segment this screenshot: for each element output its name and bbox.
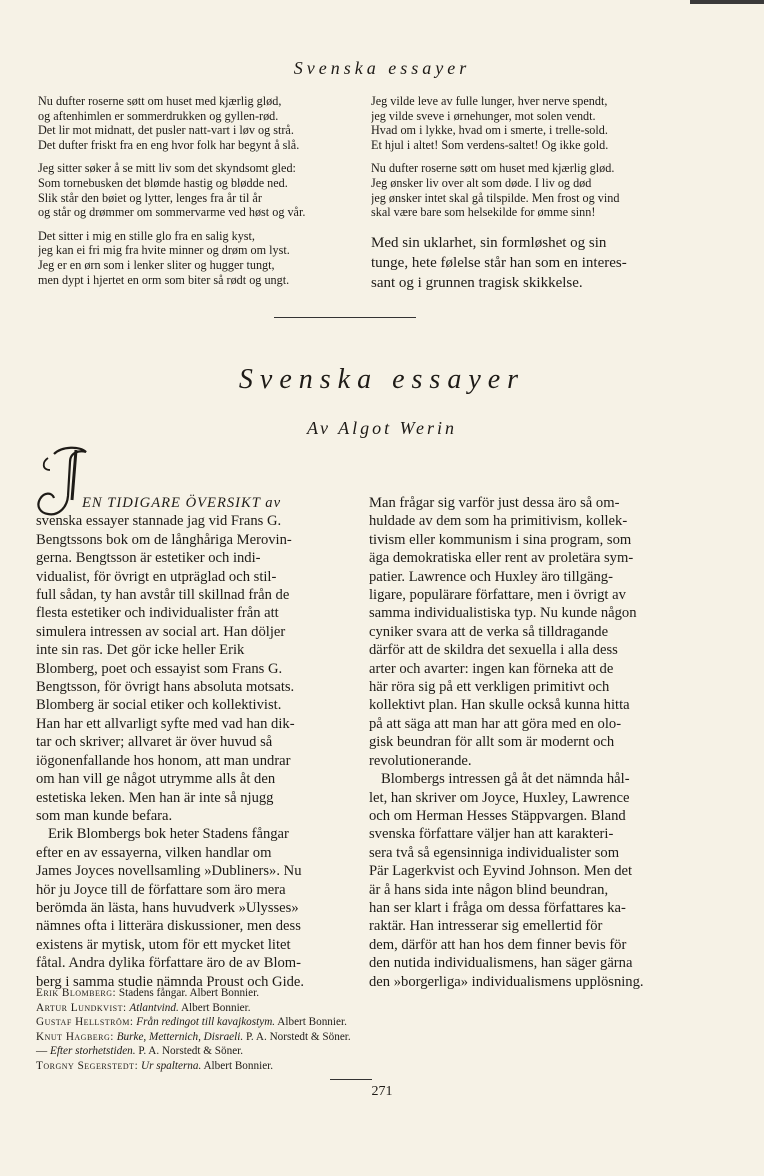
text-line: cyniker svara att de verka så tilldragande — [369, 623, 609, 640]
text-line: Han har ett allvarligt syfte med vad han dik- — [36, 715, 295, 732]
poem-line: jeg ønsker intet skal gå tilspilde. Men frost og vind — [371, 190, 620, 205]
text-line: Pär Lagerkvist och Eyvind Johnson. Men det — [369, 863, 633, 880]
poem-left-column — [38, 94, 348, 296]
running-header: Svenska essayer — [293, 58, 471, 78]
poem-line: Hvad om i lykke, hvad om i smerte, i trelle-sold. — [371, 123, 608, 138]
text-line: kollektivt plan. Han skulle också kunna hitta — [369, 697, 630, 714]
bibliography-entry — [36, 1015, 351, 1030]
bib-author: Artur Lundkvist: — [36, 1001, 127, 1014]
poem-line: og aftenhimlen er sommerdrukken og gyllen-rød. — [38, 108, 279, 123]
text-line: vidualist, för övrigt en utpräglad och stil- — [36, 568, 277, 585]
text-line: berg i samma studie nämnda Proust och Gide. — [36, 973, 305, 990]
text-line: nämnes ofta i litterära diskussioner, men dess — [36, 918, 301, 935]
bibliography-entry — [36, 1030, 351, 1045]
poem-right-column — [371, 94, 687, 229]
text-line: EN TIDIGARE ÖVERSIKT av — [82, 495, 282, 511]
text-line: Med sin uklarhet, sin formløshet og sin — [371, 235, 607, 251]
poem-line: jeg kan ei fri mig fra hvite minner og drøm om lyst. — [38, 243, 290, 258]
article-right-column — [369, 494, 687, 991]
text-line: berömda än lästa, hans huvudverk »Ulysses» — [36, 899, 299, 916]
text-line: Blomberg är social etiker och kollektivist. — [36, 697, 282, 714]
article-byline: Av Algot Werin — [307, 418, 457, 438]
poem-stanza — [371, 94, 687, 152]
bibliography-entry — [36, 1059, 351, 1074]
poem-commentary — [371, 233, 687, 293]
text-line: sera två så egensinniga individualister som — [369, 844, 620, 861]
text-line: gisk beundran för allt som är modernt och — [369, 734, 615, 751]
text-line: estetiska leken. Men han är inte så njugg — [36, 789, 274, 806]
text-line: iögonenfallande hos honom, att man undrar — [36, 752, 291, 769]
scan-edge — [690, 0, 764, 4]
bib-title: Atlantvind. — [129, 1001, 179, 1014]
poem-stanza — [38, 161, 348, 219]
bib-title: Burke, Metternich, Disraeli. — [116, 1030, 244, 1043]
text-line: är å hans sida inte någon blind beundran, — [369, 881, 609, 898]
page-number: 271 — [371, 1084, 393, 1099]
text-line: den »borgerliga» individualismens upplösning. — [369, 973, 644, 990]
poem-line: Nu dufter roserne søtt om huset med kjærlig glød. — [371, 161, 615, 176]
text-line: gerna. Bengtsson är estetiker och indi- — [36, 550, 261, 567]
text-line: den nutida individualismens, han säger gärna — [369, 955, 633, 972]
poem-line: Jeg er en ørn som i lenker sliter og hugger tungt, — [38, 257, 275, 272]
bib-title: Ur spalterna. — [140, 1059, 202, 1072]
bibliography-entry — [36, 1044, 351, 1059]
poem-stanza — [38, 229, 348, 287]
text-line: samma individualistiska typ. Nu kunde någon — [369, 605, 637, 622]
poem-stanza — [38, 94, 348, 152]
text-line: simulera intressen av social art. Han döljer — [36, 623, 286, 640]
bib-publisher: Albert Bonnier. — [180, 1001, 251, 1014]
bib-author: — — [36, 1045, 48, 1058]
text-line: Blombergs intressen gå åt det nämnda hål- — [381, 771, 630, 788]
bib-author: Torgny Segerstedt: — [36, 1059, 139, 1072]
text-line: inte sin ras. Det gör icke heller Erik — [36, 642, 245, 659]
text-line: revolutionerande. — [369, 752, 472, 769]
text-line: existens är mytisk, utom för ett mycket litet — [36, 936, 291, 953]
text-line: han ser klart i fråga om dessa författares ka- — [369, 899, 626, 916]
text-line: tar och skriver; allvaret är över huvud så — [36, 734, 273, 751]
text-line: tunge, hete følelse står han som en interes- — [371, 255, 627, 271]
page-number-rule — [330, 1079, 372, 1080]
section-divider — [274, 317, 416, 318]
poem-line: Nu dufter roserne søtt om huset med kjærlig glød, — [38, 94, 282, 108]
poem-line: jeg vilde sveve i ørnehunger, mot solen vendt. — [371, 108, 596, 123]
bib-publisher: P. A. Norstedt & Söner. — [138, 1045, 244, 1058]
text-line: och om Herman Hesses Stäppvargen. Bland — [369, 807, 626, 824]
poem-line: skal være bare som helsekilde for ømme sinn! — [371, 205, 596, 220]
text-line: raktär. Han intresserar sig emellertid för — [369, 918, 603, 935]
text-line: Man frågar sig varför just dessa äro så om- — [369, 495, 620, 511]
poem-line: Det sitter i mig en stille glo fra en salig kyst, — [38, 228, 255, 243]
bib-publisher: P. A. Norstedt & Söner. — [245, 1030, 351, 1043]
bib-publisher: Albert Bonnier. — [189, 987, 260, 999]
text-line: full sådan, ty han avstår till skillnad från de — [36, 587, 290, 604]
poem-stanza — [371, 161, 687, 219]
bib-author: Gustaf Hellström: — [36, 1016, 134, 1029]
text-line: Erik Blombergs bok heter Stadens fångar — [48, 826, 289, 843]
bib-title: Stadens fångar. — [118, 987, 188, 999]
text-line: patier. Lawrence och Huxley äro tillgäng- — [369, 568, 613, 585]
article-title: Svenska essayer — [238, 364, 526, 395]
text-line: James Joyces novellsamling »Dubliners». Nu — [36, 863, 302, 880]
bib-author: Erik Blomberg: — [36, 987, 117, 999]
text-line: Blomberg, poet och essayist som Frans G. — [36, 660, 283, 677]
text-line: äga demokratiska eller rent av proletära sym- — [369, 550, 634, 567]
text-line: därför att de skildra det sexuella i alla dess — [369, 642, 618, 659]
text-line: Bengtsson, för övrigt hans absoluta motsats. — [36, 679, 295, 696]
text-line: arter och avarter: ingen kan förneka att de — [369, 660, 614, 677]
text-line: svenska essayer stannade jag vid Frans G. — [36, 513, 282, 530]
text-line: hör ju Joyce till de författare som äro mera — [36, 881, 286, 898]
text-line: fåtal. Andra dylika författare äro de av Blom- — [36, 955, 302, 972]
article-left-column — [36, 494, 346, 991]
text-line: let, han skriver om Joyce, Huxley, Lawrence — [369, 789, 630, 806]
poem-line: Det dufter friskt fra en eng hvor folk har begynt å slå. — [38, 137, 300, 152]
text-line: svenska författare väljer han att karakteri- — [369, 826, 614, 843]
poem-line: Jeg ønsker liv over alt som døde. I liv og død — [371, 175, 592, 190]
text-line: efter en av essayerna, vilken handlar om — [36, 844, 272, 861]
bibliography-entry — [36, 1001, 351, 1016]
poem-line: Slik står den bøiet og lytter, lenges fra år til år — [38, 190, 262, 205]
bib-title: Från redingot till kavajkostym. — [136, 1016, 276, 1029]
bibliography — [36, 986, 351, 1074]
text-line: som man kunde befara. — [36, 807, 173, 824]
text-line: huldade av dem som ha primitivism, kollek- — [369, 513, 628, 530]
poem-line: Det lir mot midnatt, det pusler natt-vart i løv og strå. — [38, 123, 294, 138]
poem-line: Som tornebusken det blømde hastig og blødde ned. — [38, 175, 288, 190]
text-line: flesta estetiker och individualister från att — [36, 605, 279, 622]
bib-title: Efter storhetstiden. — [49, 1045, 136, 1058]
poem-line: Et hjul i altet! Som verdens-saltet! Og ikke gold. — [371, 137, 609, 152]
text-line: Bengtssons bok om de långhåriga Merovin- — [36, 531, 292, 548]
text-line: här röra sig på ett verkligen primitivt och — [369, 679, 610, 696]
bib-author: Knut Hagberg: — [36, 1030, 114, 1043]
bibliography-entry — [36, 986, 351, 1001]
poem-line: Jeg vilde leve av fulle lunger, hver nerve spendt, — [371, 94, 608, 108]
poem-line: Jeg sitter søker å se mitt liv som det skyndsomt gled: — [38, 161, 296, 176]
text-line: om han vill ge något utrymme alls åt den — [36, 771, 276, 788]
text-line: ligare, populärare författare, men i övrigt av — [369, 587, 626, 604]
poem-line: men dypt i hjertet en orm som biter så rødt og ungt. — [38, 272, 290, 287]
poem-line: og står og drømmer om sommervarme ved høst og vår. — [38, 205, 306, 220]
text-line: sant og i grunnen tragisk skikkelse. — [371, 275, 583, 291]
text-line: på att säga att man har att göra med en olo- — [369, 715, 622, 732]
text-line: dem, därför att han hos dem finner bevis för — [369, 936, 627, 953]
bib-publisher: Albert Bonnier. — [277, 1016, 347, 1029]
text-line: tivism eller kommunism i sina program, som — [369, 531, 632, 548]
bib-publisher: Albert Bonnier. — [203, 1059, 274, 1072]
